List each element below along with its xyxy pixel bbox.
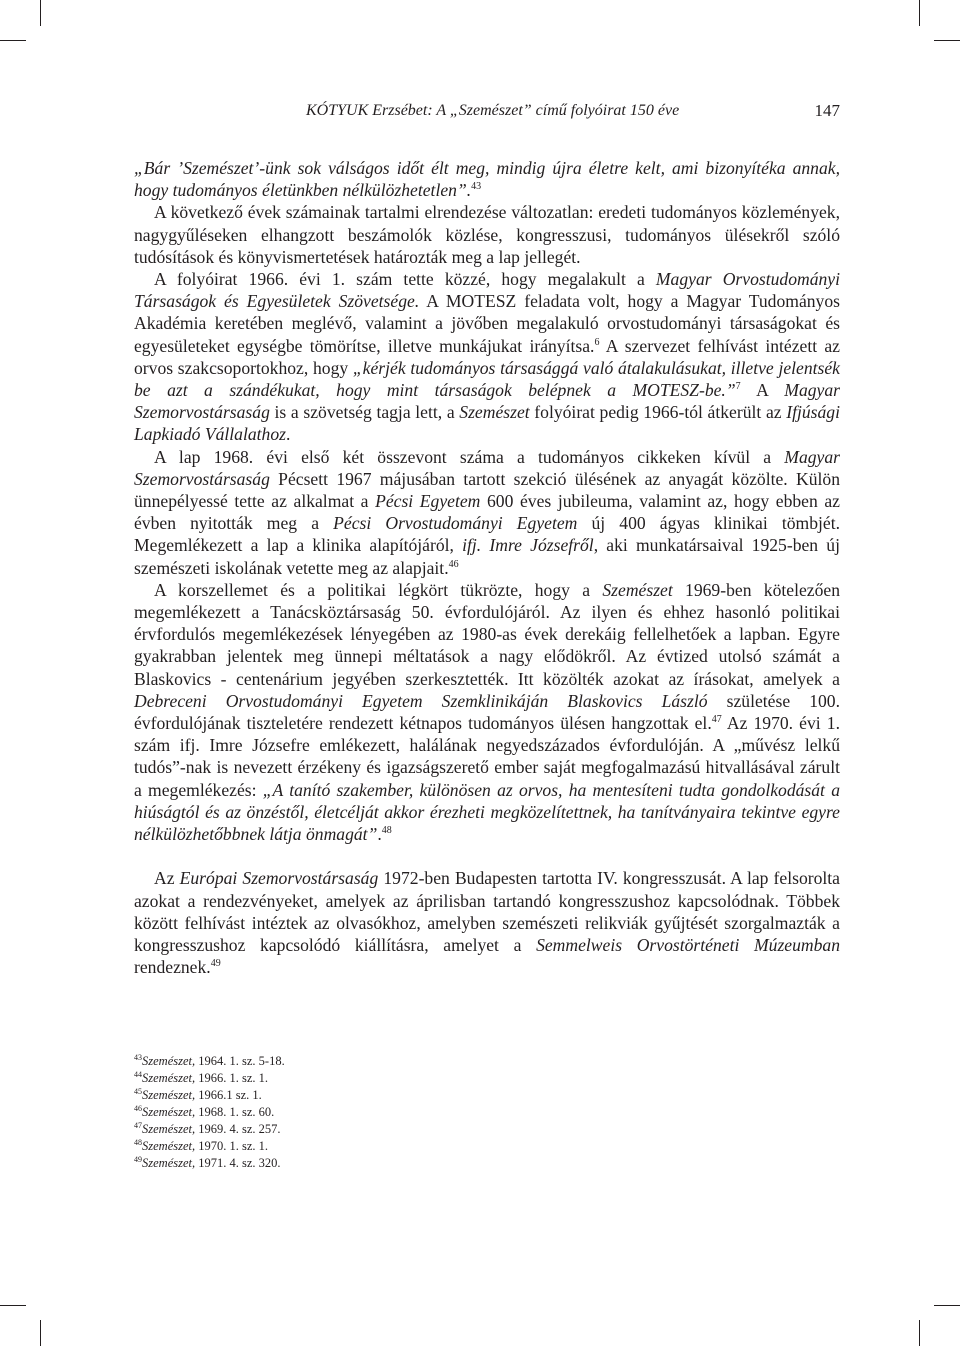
crop-mark: [934, 40, 960, 41]
paragraph: A folyóirat 1966. évi 1. szám tette közzé, hogy megalakult a Magyar Orvostudományi Társaságok és Egyesületek Szövetsége. A MOTESZ feladata volt, hogy a Magyar Tudományos Akadémia keretében meglévő, valamint a jövőben megalakuló orvostudományi társaságokat és egyesületeket egységbe tömörítse, illetve munkájukat irányítsa.$^6$ A szervezet felhívást intézett az orvos szakcsoportokhoz, hogy „kérjék tudományos társasággá való átalakulásukat, illetve jelentsék be azt a szándékukat, hogy mint társaságok belépnek a MOTESZ-be.”$^7$ A Magyar Szemorvostársaság is a szövetség tagja lett, a Szemészet folyóirat pedig 1966-tól átkerült az Ifjúsági Lapkiadó Vállalathoz.: [134, 269, 841, 445]
footnote-ref: 48: [381, 825, 392, 837]
crop-mark: [40, 1320, 41, 1346]
body-text: [134, 157, 840, 978]
crop-mark: [919, 0, 920, 26]
paragraph-quote: „Bár ’Szemészet’-ünk sok válságos időt élt meg, mindig újra életre kelt, ami bizonyítéka annak, hogy tudományos életünkben nélkülözhetetlen”.$^{43}$: [134, 158, 840, 201]
footnote: $^{48}$Szemészet, 1970. 1. sz. 1.: [134, 1138, 269, 1153]
page-number: 147: [814, 101, 840, 120]
footnote: $^{43}$Szemészet, 1964. 1. sz. 5-18.: [134, 1053, 285, 1068]
footnote-ref: 43: [471, 181, 482, 193]
paragraph: A következő évek számainak tartalmi elrendezése változatlan: eredeti tudományos közlemények, nagygyűléseken elhangzott beszámolók közlése, kongresszusi, tudományos ülésekről szóló tudósítások és könyvismertetések határozták meg a lap jellegét.: [134, 202, 840, 267]
footnote-ref: 46: [448, 558, 459, 570]
footnote-ref: 6: [594, 336, 600, 348]
crop-mark: [40, 0, 41, 26]
footnote-ref: 7: [735, 381, 741, 393]
paragraph: Az Európai Szemorvostársaság 1972-ben Budapesten tartotta IV. kongresszusát. A lap felsorolta azokat a rendezvényeket, amelyek az áprilisban tartandó kongresszushoz kapcsolódnak. Többek között felhívást intéztek az olvasókhoz, amelyben szemészeti relikviák gyűjtését szorgalmazták a kongresszushoz kapcsolódó kiállításra, amelyet a Semmelweis Orvostörténeti Múzeumban rendeznek.$^{49}$: [134, 868, 840, 978]
paragraph: A lap 1968. évi első két összevont száma a tudományos cikkeken kívül a Magyar Szemorvostársaság Pécsett 1967 májusában tartott szekció ülésének az anyagát közölte. Külön ünnepélyessé tette az alkalmat a Pécsi Egyetem 600 éves jubileuma, valamint az, hogy ebben az évben nyitották meg a Pécsi Orvostudományi Egyetem új 400 ágyas klinikai tömbjét. Megemlékezett a lap a klinika alapítójáról, ifj. Imre Józsefről, aki munkatársaival 1925-ben új szemészeti iskolának vetette meg az alapjait.$^{46}$: [134, 446, 840, 578]
crop-mark: [919, 1320, 920, 1346]
footnotes: [134, 1053, 634, 1172]
footnote: $^{49}$Szemészet, 1971. 4. sz. 320.: [134, 1155, 281, 1170]
footnote: $^{47}$Szemészet, 1969. 4. sz. 257.: [134, 1121, 281, 1136]
crop-mark: [0, 1305, 26, 1306]
footnote: $^{46}$Szemészet, 1968. 1. sz. 60.: [134, 1104, 275, 1119]
paragraph: A korszellemet és a politikai légkört tükrözte, hogy a Szemészet 1969-ben kötelezően megemlékezett a Tanácsköztársaság 50. évfordulójáról. Az ilyen és ehhez hasonló politikai érvfordulós megemlékezések lényegében az 1980-as évek derekáig fellelhetőek a lapban. Egyre gyakrabban jelentek meg ünnepi méltatások a nagy elődökről. Az évtized utolsó számát a Blaskovics - centenárium jegyében szerkesztették. Itt közölték azokat az írásokat, amelyek a Debreceni Orvostudományi Egyetem Szemklinikáján Blaskovics László születése 100. évfordulójának tiszteletére rendezett kétnapos tudományos ülésen hangzottak el.$^{47}$ Az 1970. évi 1. szám ifj. Imre Józsefre emlékezett, halálának negyedszázados évfordulóján. A „művész lelkű tudós”-nak is nevezett érzékeny és igazságszerető ember saját megfogalmazású hitvallásával zárult a megemlékezés: „A tanító szakember, különösen az orvos, ha mentesíteni tudta gondolkodását a hiúságtól és az önzéstől, életcélját akkor érezheti megközelítettnek, ha tanítványaira tekintve egyre nélkülözhetőbbnek látja önmagát”.$^{48}$: [134, 579, 841, 845]
footnote-ref: 47: [711, 714, 722, 726]
crop-mark: [0, 40, 26, 41]
crop-mark: [934, 1305, 960, 1306]
footnote: $^{45}$Szemészet, 1966.1 sz. 1.: [134, 1087, 262, 1102]
running-title: KÓTYUK Erzsébet: A „Szemészet” című folyóirat 150 éve: [306, 102, 680, 119]
footnote-ref: 49: [210, 958, 221, 970]
footnote: $^{44}$Szemészet, 1966. 1. sz. 1.: [134, 1070, 269, 1085]
